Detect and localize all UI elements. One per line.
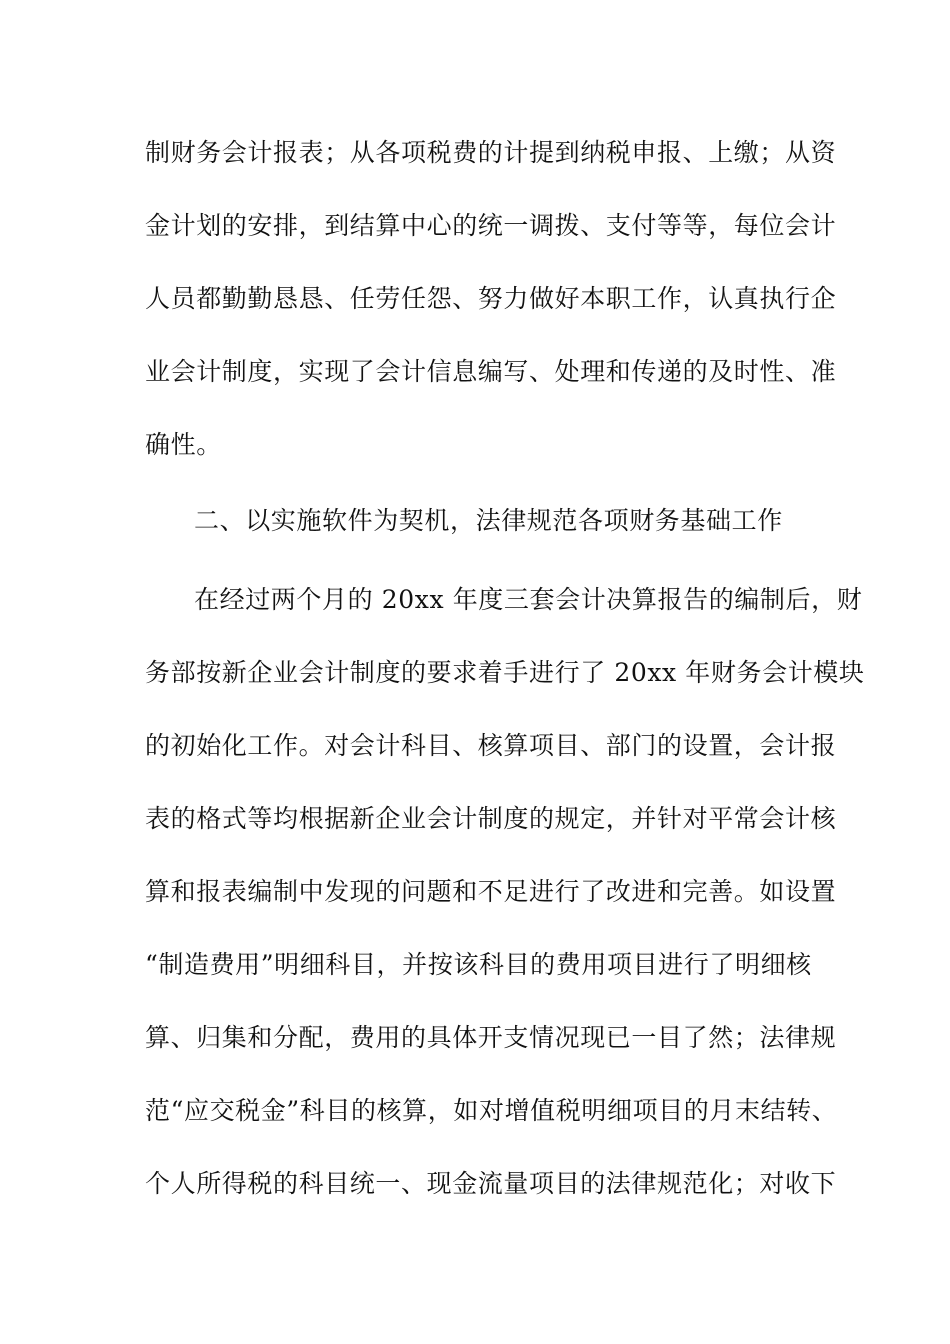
paragraph-line: 制财务会计报表；从各项税费的计提到纳税申报、上缴；从资 (145, 138, 837, 167)
paragraph-line: 在经过两个月的 20xx 年度三套会计决算报告的编制后，财 (194, 585, 863, 614)
paragraph-line: 的初始化工作。对会计科目、核算项目、部门的设置，会计报 (145, 731, 837, 760)
paragraph-line: 表的格式等均根据新企业会计制度的规定，并针对平常会计核 (145, 804, 837, 833)
paragraph-line: 范“应交税金”科目的核算，如对增值税明细项目的月末结转、 (145, 1096, 838, 1125)
paragraph-line: 算和报表编制中发现的问题和不足进行了改进和完善。如设置 (145, 877, 837, 906)
paragraph-line: 人员都勤勤恳恳、任劳任怨、努力做好本职工作，认真执行企 (145, 284, 837, 313)
section-heading: 二、以实施软件为契机，法律规范各项财务基础工作 (194, 506, 783, 535)
paragraph-line: 确性。 (145, 430, 222, 459)
paragraph-line: 金计划的安排，到结算中心的统一调拨、支付等等，每位会计 (145, 211, 837, 240)
paragraph-line: “制造费用”明细科目，并按该科目的费用项目进行了明细核 (145, 950, 812, 979)
paragraph-line: 个人所得税的科目统一、现金流量项目的法律规范化；对收下 (145, 1169, 837, 1198)
paragraph-line: 业会计制度，实现了会计信息编写、处理和传递的及时性、准 (145, 357, 837, 386)
paragraph-line: 务部按新企业会计制度的要求着手进行了 20xx 年财务会计模块 (145, 658, 865, 687)
paragraph-line: 算、归集和分配，费用的具体开支情况现已一目了然；法律规 (145, 1023, 837, 1052)
